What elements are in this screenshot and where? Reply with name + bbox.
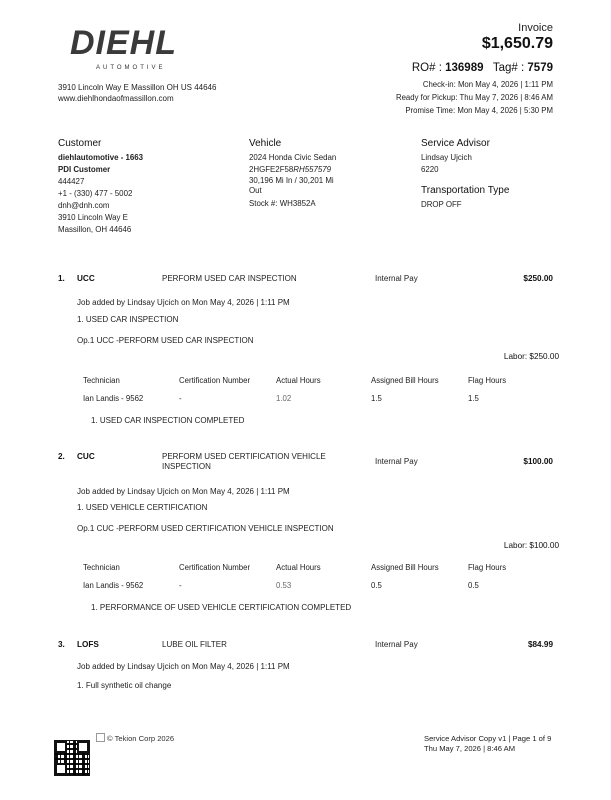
th-technician: Technician [83, 563, 120, 572]
qr-corner-tl [55, 741, 67, 753]
advisor-id: 6220 [421, 165, 439, 174]
dealer-logo-subtitle: AUTOMOTIVE [96, 65, 166, 71]
th-actual: Actual Hours [276, 376, 321, 385]
th-flag: Flag Hours [468, 376, 507, 385]
th-flag: Flag Hours [468, 563, 507, 572]
tag-label: Tag# : [492, 62, 525, 74]
invoice-label: Invoice [518, 22, 553, 34]
dealer-website: www.diehlhondaofmassillon.com [58, 94, 174, 103]
job-pay-type: Internal Pay [375, 457, 418, 466]
advisor-block [421, 152, 472, 176]
job-code: LOFS [77, 640, 99, 649]
td-cert: - [179, 581, 182, 590]
th-bill: Assigned Bill Hours [371, 563, 439, 572]
job-description: PERFORM USED CERTIFICATION VEHICLE [162, 452, 326, 461]
th-cert: Certification Number [179, 376, 251, 385]
qr-corner-bl [55, 763, 67, 775]
job-labor: Labor: $100.00 [503, 541, 559, 550]
th-cert: Certification Number [179, 563, 251, 572]
transport-heading: Transportation Type [421, 185, 510, 196]
vehicle-block [249, 152, 389, 210]
job-completed: 1. PERFORMANCE OF USED VEHICLE CERTIFICATION COMPLETED [91, 603, 352, 612]
footer-logo-icon [96, 733, 105, 742]
invoice-amount: $1,650.79 [481, 35, 553, 52]
job-number: 2. [58, 452, 65, 461]
job-amount: $100.00 [523, 457, 553, 466]
ro-tag-line [412, 62, 553, 74]
customer-name: diehlautomotive - 1663 [58, 153, 144, 162]
customer-email: dnh@dnh.com [58, 201, 110, 210]
vin-prefix: 2HGFE2F58 [249, 165, 294, 174]
job-amount: $84.99 [527, 640, 553, 649]
vehicle-stock: Stock #: WH3852A [249, 199, 316, 208]
job-line-item: 1. USED VEHICLE CERTIFICATION [77, 503, 208, 512]
job-description-cont: INSPECTION [162, 462, 211, 471]
job-operation: Op.1 UCC -PERFORM USED CAR INSPECTION [77, 336, 254, 345]
advisor-heading: Service Advisor [421, 138, 490, 149]
qr-code [54, 740, 90, 776]
vehicle-miles: 30,196 Mi In / 30,201 Mi [249, 176, 334, 185]
job-amount: $250.00 [523, 274, 553, 283]
td-actual: 0.53 [276, 581, 292, 590]
td-flag: 0.5 [468, 581, 479, 590]
dealer-address: 3910 Lincoln Way E Massillon OH US 44646 [58, 83, 217, 92]
promise-time: Promise Time: Mon May 4, 2026 | 5:30 PM [405, 106, 553, 115]
vehicle-vin [249, 164, 389, 176]
td-technician: Ian Landis - 9562 [83, 394, 144, 403]
th-technician: Technician [83, 376, 120, 385]
job-labor: Labor: $250.00 [503, 352, 559, 361]
td-cert: - [179, 394, 182, 403]
customer-street: 3910 Lincoln Way E [58, 213, 128, 222]
job-number: 1. [58, 274, 65, 283]
job-description: PERFORM USED CAR INSPECTION [162, 274, 297, 283]
job-number: 3. [58, 640, 65, 649]
vin-suffix: RH557579 [293, 165, 332, 174]
copyright-text: © Tekion Corp 2026 [107, 734, 175, 743]
transport-type: DROP OFF [421, 200, 462, 209]
ro-value: 136989 [445, 62, 484, 74]
advisor-name: Lindsay Ujcich [421, 153, 472, 162]
td-bill: 1.5 [371, 394, 382, 403]
th-bill: Assigned Bill Hours [371, 376, 439, 385]
vehicle-miles-out: Out [249, 186, 262, 195]
td-actual: 1.02 [276, 394, 292, 403]
ready-time: Ready for Pickup: Thu May 7, 2026 | 8:46 AM [395, 93, 553, 102]
job-line-item: 1. Full synthetic oil change [77, 681, 172, 690]
job-description: LUBE OIL FILTER [162, 640, 227, 649]
vehicle-heading: Vehicle [249, 138, 282, 149]
td-flag: 1.5 [468, 394, 479, 403]
th-actual: Actual Hours [276, 563, 321, 572]
qr-corner-tr [77, 741, 89, 753]
job-line-item: 1. USED CAR INSPECTION [77, 315, 179, 324]
job-added-by: Job added by Lindsay Ujcich on Mon May 4, 2026 | 1:11 PM [77, 662, 290, 671]
footer-date: Thu May 7, 2026 | 8:46 AM [424, 744, 516, 753]
customer-id: 444427 [58, 177, 85, 186]
job-added-by: Job added by Lindsay Ujcich on Mon May 4, 2026 | 1:11 PM [77, 487, 290, 496]
customer-type: PDI Customer [58, 165, 111, 174]
job-code: UCC [77, 274, 95, 283]
job-pay-type: Internal Pay [375, 640, 418, 649]
job-code: CUC [77, 452, 95, 461]
customer-phone: +1 - (330) 477 - 5002 [58, 189, 133, 198]
checkin-time: Check-in: Mon May 4, 2026 | 1:11 PM [422, 80, 553, 89]
job-added-by: Job added by Lindsay Ujcich on Mon May 4, 2026 | 1:11 PM [77, 298, 290, 307]
dealer-logo: DIEHL [70, 24, 177, 62]
vehicle-model: 2024 Honda Civic Sedan [249, 153, 337, 162]
customer-block [58, 152, 218, 236]
td-technician: Ian Landis - 9562 [83, 581, 144, 590]
td-bill: 0.5 [371, 581, 382, 590]
customer-city: Massillon, OH 44646 [58, 225, 132, 234]
footer-copyright [96, 733, 174, 743]
footer-copy-info [424, 734, 551, 754]
tag-value: 7579 [527, 62, 553, 74]
customer-heading: Customer [58, 138, 102, 149]
job-completed: 1. USED CAR INSPECTION COMPLETED [91, 416, 245, 425]
job-pay-type: Internal Pay [375, 274, 418, 283]
job-operation: Op.1 CUC -PERFORM USED CERTIFICATION VEHICLE INSPECTION [77, 524, 334, 533]
footer-page-info: Service Advisor Copy v1 | Page 1 of 9 [424, 734, 552, 743]
ro-label: RO# : [411, 62, 442, 74]
